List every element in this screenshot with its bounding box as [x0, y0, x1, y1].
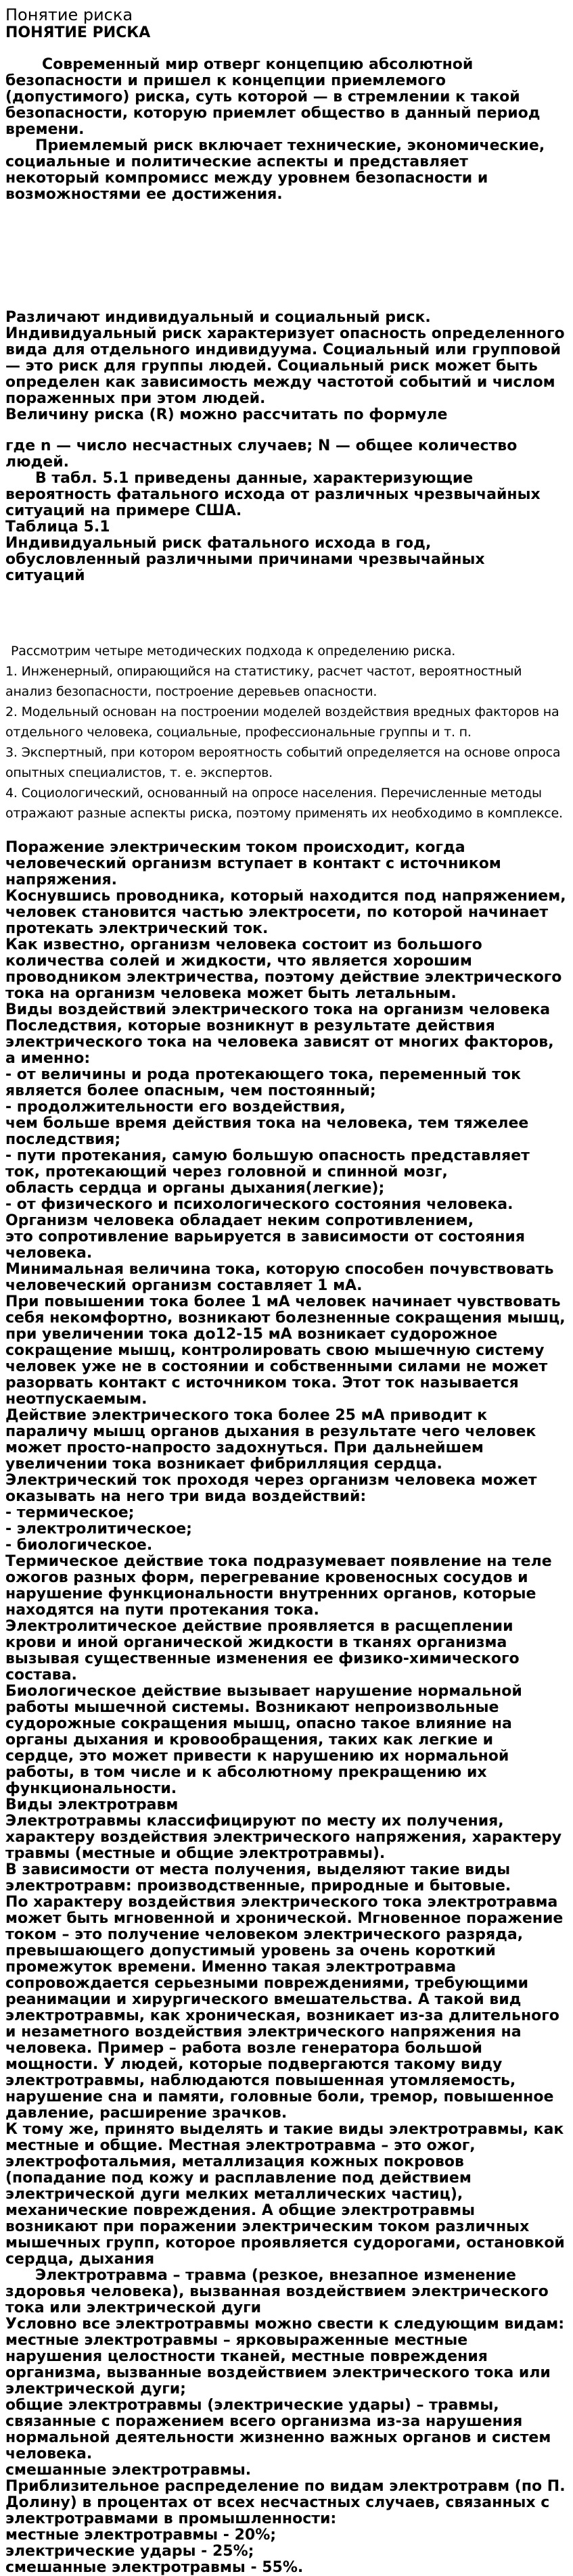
electric-paragraph: Организм человека обладает неким сопротивлением,: [5, 1212, 474, 1229]
electric-paragraph: Условно все электротравмы можно свести к следующим видам:: [5, 2316, 565, 2333]
electric-paragraph: Действие электрического тока более 25 мА приводит к параличу мышц органов дыхания в результате чего человек может просто-напросто задохнуться. При дальнейшем увеличении тока возникает фибрилляция сердца.: [5, 1407, 536, 1473]
electric-paragraph: Электрический ток проходя через организм человека может оказывать на него три вида воздействий:: [5, 1472, 537, 1505]
table-label: Таблица 5.1: [5, 519, 110, 535]
section-heading: Виды воздействий электрического тока на организм человека: [5, 1001, 551, 1018]
electric-paragraph: Коснувшись проводника, который находится под напряжением, человек становится частью электросети, по которой начинает протекать электрический ток.: [5, 888, 566, 937]
table-caption: Индивидуальный риск фатального исхода в год, обусловленный различными причинами чрезвычайных ситуаций: [5, 535, 485, 584]
factor-item: - от физического и психологического состояния человека.: [5, 1196, 513, 1213]
breadcrumb: Понятие риска: [5, 5, 133, 24]
distribution-item: смешанные электротравмы - 55%.: [5, 2559, 304, 2576]
electrotrauma-type: общие электротравмы (электрические удары) – травмы, связанные с поражением всего организма из-за нарушения нормальной деятельности жизненно важных органов и систем человека.: [5, 2397, 551, 2462]
risk-types-paragraph: Различают индивидуальный и социальный риск. Индивидуальный риск характеризует опасность определенного вида для отдельного индивидуума. Социальный или групповой — это риск для группы людей. Социальный риск может быть определен как зависимость между частотой событий и числом пораженных при этом людей.: [5, 309, 565, 407]
formula-line: Величину риска (R) можно рассчитать по формуле: [5, 406, 448, 423]
electric-paragraph: Электролитическое действие проявляется в расщеплении крови и иной органической жидкости в тканях организма вызывая существенные изменения ее физико-химического состава.: [5, 1618, 520, 1684]
electric-paragraph: Биологическое действие вызывает нарушение нормальной работы мышечной системы. Возникают непроизвольные судорожные сокращения мышц, опасно такое влияние на органы дыхания и кровообращения, таких как легкие и сердце, это может привести к нарушению их нормальной работы, в том числе и к абсолютному прекращению их функциональности.: [5, 1683, 522, 1797]
section-space: [5, 824, 566, 840]
electric-paragraph: Поражение электрическим током происходит, когда человеческий организм вступает в контакт с источником напряжения.: [5, 839, 501, 888]
approach-item: 1. Инженерный, опирающийся на статистику, расчет частот, вероятностный анализ безопасности, построение деревьев опасности.: [5, 664, 522, 699]
approaches-intro: Рассмотрим четыре методических подхода к определению риска.: [11, 644, 456, 659]
electric-paragraph: Приблизительное распределение по видам электротравм (по П. Долину) в процентах от всех несчастных случаев, связанных с электротравмами в промышленности:: [5, 2478, 566, 2527]
electric-paragraph: При повышении тока более 1 мА человек начинает чувствовать себя некомфортно, возникают болезненные сокращения мышц, при увеличении тока до12-15 мА возникает судорожное сокращение мышц, контролировать свою мышечную систему человек уже не в состоянии и собственными силами не может разорвать контакт с источником тока. Этот ток называется неотпускаемым.: [5, 1293, 566, 1408]
formula-space: [5, 423, 566, 438]
effect-item: - термическое;: [5, 1504, 135, 1521]
electric-paragraph: Термическое действие тока подразумевает появление на теле ожогов разных форм, перегревание кровеносных сосудов и нарушение функциональности внутренних органов, которые находятся на пути протекания тока.: [5, 1553, 552, 1619]
approach-item: 4. Социологический, основанный на опросе населения. Перечисленные методы отражают разные аспекты риска, поэтому применять их необходимо в комплексе.: [5, 786, 563, 821]
intro-paragraph: Приемлемый риск включает технические, экономические, социальные и политические аспекты и представляет некоторый компромисс между уровнем безопасности и возможностями ее достижения.: [5, 137, 545, 203]
page-title: ПОНЯТИЕ РИСКА: [5, 24, 151, 41]
factor-item: - от величины и рода протекающего тока, переменный ток является более опасным, чем постоянный;: [5, 1066, 522, 1099]
effect-item: - электролитическое;: [5, 1521, 192, 1537]
electric-paragraph: Минимальная величина тока, которую способен почувствовать человеческий организм составляет 1 мА.: [5, 1261, 554, 1294]
effect-item: - биологическое.: [5, 1537, 153, 1554]
approach-item: 2. Модельный основан на построении моделей воздействия вредных факторов на отдельного человека, социальные, профессиональные группы и т. п.: [5, 705, 559, 740]
electric-paragraph: Электротравмы классифицируют по месту их получения, характеру воздействия электрического напряжения, характеру травмы (местные и общие электротравмы).: [5, 1813, 562, 1862]
blank-space: [5, 203, 566, 310]
electric-paragraph: Последствия, которые возникнут в результате действия электрического тока на человека зависят от многих факторов, а именно:: [5, 1018, 554, 1067]
electric-paragraph: Как известно, организм человека состоит из большого количества солей и жидкости, что является хорошим проводником электричества, поэтому действие электрического тока на организм человека может быть летальным.: [5, 936, 562, 1002]
factor-item: чем больше время действия тока на человека, тем тяжелее последствия;: [5, 1115, 529, 1148]
table-space: [5, 584, 566, 641]
electrotrauma-type: местные электротравмы – ярковыраженные местные нарушения целостности тканей, местные повреждения организма, вызванные воздействием электрического тока или электрической дуги;: [5, 2332, 551, 2398]
electrotrauma-type: смешанные электротравмы.: [5, 2462, 252, 2479]
formula-where: где n — число несчастных случаев; N — общее количество людей.: [5, 437, 518, 471]
distribution-item: электрические удары - 25%;: [5, 2543, 254, 2560]
factor-item: - пути протекания, самую большую опасность представляет ток, протекающий через головной и спинной мозг,: [5, 1147, 530, 1180]
electric-paragraph: это сопротивление варьируется в зависимости от состояния человека.: [5, 1229, 525, 1262]
factor-item: область сердца и органы дыхания(легкие);: [5, 1180, 385, 1197]
electric-paragraph: К тому же, принято выделять и такие виды электротравмы, как местные и общие. Местная электротравма – это ожог, электрофотальмия, металлизация кожных покровов (попадание под кожу и расплавление под действием электрической дуги мелких металлических частиц), механические повреждения. А общие электротравмы возникают при поражении электрическим током различных мышечных групп, которое проявляется судорогами, остановкой сердца, дыхания: [5, 2121, 565, 2268]
electric-paragraph: Электротравма – травма (резкое, внезапное изменение здоровья человека), вызванная воздействием электрического тока или электрической дуги: [5, 2267, 549, 2316]
section-heading: Виды электротравм: [5, 1796, 179, 1813]
factor-item: - продолжительности его воздействия,: [5, 1099, 346, 1116]
distribution-item: местные электротравмы - 20%;: [5, 2527, 277, 2544]
electric-paragraph: По характеру воздействия электрического тока электротравма может быть мгновенной и хронической. Мгновенное поражение током – это получение человеком электрического разряда, превышающего допустимый уровень за очень короткий промежуток времени. Именно такая электротравма сопровождается серьезными повреждениями, требующими реанимации и хирургического вмешательства. А такой вид электротравмы, как хроническая, возникает из-за длительного и незаметного воздействия электрического напряжения на человека. Пример – работа возле генератора большой мощности. У людей, которые подвергаются такому виду электротравмы, наблюдаются повышенная утомляемость, нарушение сна и памяти, головные боли, тремор, повышенное давление, расширение зрачков.: [5, 1894, 564, 2122]
table-intro: В табл. 5.1 приведены данные, характеризующие вероятность фатального исхода от различных чрезвычайных ситуаций на примере США.: [5, 470, 541, 519]
electric-paragraph: В зависимости от места получения, выделяют такие виды электротравм: производственные, природные и бытовые.: [5, 1861, 511, 1894]
approach-item: 3. Экспертный, при котором вероятность событий определяется на основе опроса опытных специалистов, т. е. экспертов.: [5, 745, 561, 780]
intro-paragraph: Современный мир отверг концепцию абсолютной безопасности и пришел к концепции приемлемого (допустимого) риска, суть которой — в стремлении к такой безопасности, которую приемлет общество в данный период времени.: [5, 56, 541, 138]
